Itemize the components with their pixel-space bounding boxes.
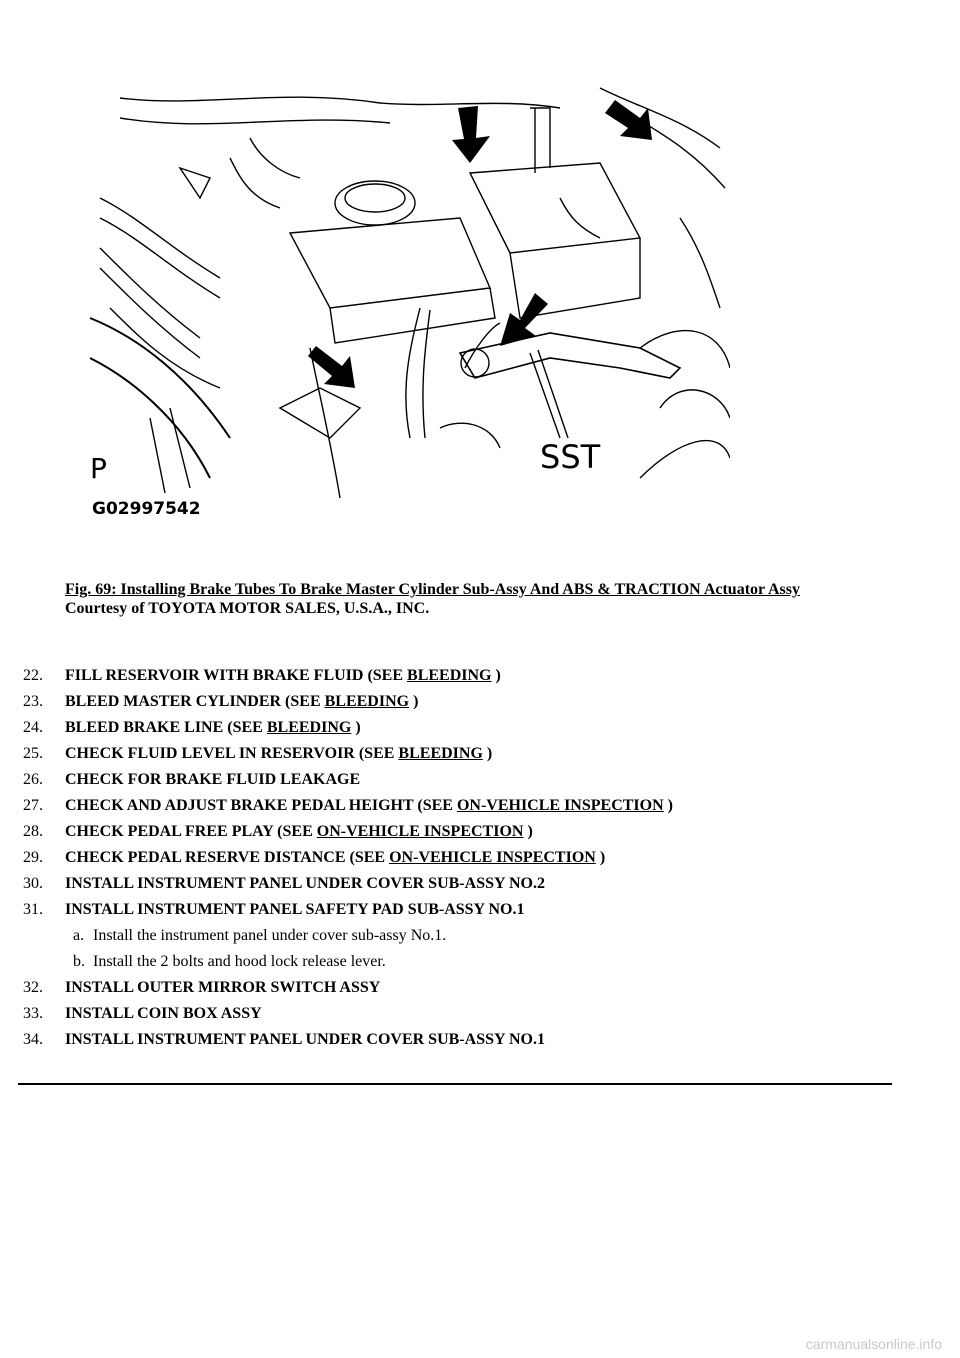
step-text: INSTALL INSTRUMENT PANEL SAFETY PAD SUB-ASSY NO.1 [65,901,525,918]
on-vehicle-inspection-link[interactable]: ON-VEHICLE INSPECTION [389,849,596,866]
step-text: CHECK PEDAL FREE PLAY (SEE [65,823,317,840]
step-text: BLEED BRAKE LINE (SEE [65,719,267,736]
step-text: CHECK FLUID LEVEL IN RESERVOIR (SEE [65,745,399,762]
substep-text: Install the instrument panel under cover sub-assy No.1. [93,927,447,944]
substep-b [23,952,903,978]
section-divider [18,1083,892,1085]
step-number: 24. [23,719,43,736]
step-27: 27. CHECK AND ADJUST BRAKE PEDAL HEIGHT (SEE ON-VEHICLE INSPECTION ) [23,797,673,814]
bleeding-link[interactable]: BLEEDING [324,693,410,710]
step-32 [23,978,903,1004]
step-33 [23,1004,903,1030]
substep-letter: a. [73,927,85,944]
step-31 [23,900,903,926]
step-text: BLEED MASTER CYLINDER (SEE [65,693,325,710]
step-text: CHECK AND ADJUST BRAKE PEDAL HEIGHT (SEE [65,797,457,814]
bleeding-link[interactable]: BLEEDING [266,719,352,736]
step-30 [23,874,903,900]
figure-courtesy: Courtesy of TOYOTA MOTOR SALES, U.S.A., INC. [65,600,430,617]
step-number: 31. [23,901,43,918]
step-text: INSTALL OUTER MIRROR SWITCH ASSY [65,979,381,996]
on-vehicle-inspection-link[interactable]: ON-VEHICLE INSPECTION [316,823,524,840]
figure-code-label: G02997542 [92,499,201,519]
engine-bay-line-drawing [80,78,730,528]
step-34 [23,1030,903,1056]
step-number: 30. [23,875,43,892]
brake-tube-illustration [80,78,730,528]
substep-text: Install the 2 bolts and hood lock release lever. [93,953,386,970]
sst-label: SST [540,438,601,476]
step-number: 29. [23,849,43,866]
step-number: 23. [23,693,43,710]
step-number: 34. [23,1031,43,1048]
step-24: 24. BLEED BRAKE LINE (SEE BLEEDING ) [23,719,361,736]
step-text: INSTALL COIN BOX ASSY [65,1005,262,1022]
substep-a [23,926,903,952]
step-number: 26. [23,771,43,788]
step-number: 22. [23,667,43,684]
bleeding-link[interactable]: BLEEDING [407,667,492,684]
substep-letter: b. [73,953,85,970]
figure-title: Fig. 69: Installing Brake Tubes To Brake Master Cylinder Sub-Assy And ABS & TRACTION Actuator Assy [65,581,800,598]
step-28: 28. CHECK PEDAL FREE PLAY (SEE ON-VEHICLE INSPECTION ) [23,823,533,840]
figure-caption [65,580,865,618]
step-23: 23. BLEED MASTER CYLINDER (SEE BLEEDING ) [23,693,419,710]
step-number: 28. [23,823,43,840]
step-number: 27. [23,797,43,814]
step-29: 29. CHECK PEDAL RESERVE DISTANCE (SEE ON-VEHICLE INSPECTION ) [23,849,606,866]
step-22: 22. FILL RESERVOIR WITH BRAKE FLUID (SEE BLEEDING ) [23,667,501,684]
step-number: 33. [23,1005,43,1022]
step-number: 32. [23,979,43,996]
procedure-steps [23,666,903,1056]
step-26 [23,770,903,796]
watermark: carmanualsonline.info [805,1336,942,1352]
step-25: 25. CHECK FLUID LEVEL IN RESERVOIR (SEE BLEEDING ) [23,745,493,762]
on-vehicle-inspection-link[interactable]: ON-VEHICLE INSPECTION [456,797,664,814]
step-text: CHECK FOR BRAKE FLUID LEAKAGE [65,771,361,788]
step-text: INSTALL INSTRUMENT PANEL UNDER COVER SUB-ASSY NO.1 [65,1031,545,1048]
view-letter-label: P [90,452,107,485]
step-text: CHECK PEDAL RESERVE DISTANCE (SEE [65,849,390,866]
step-text: INSTALL INSTRUMENT PANEL UNDER COVER SUB-ASSY NO.2 [65,875,545,892]
bleeding-link[interactable]: BLEEDING [398,745,483,762]
step-number: 25. [23,745,43,762]
step-text: FILL RESERVOIR WITH BRAKE FLUID (SEE [65,667,408,684]
